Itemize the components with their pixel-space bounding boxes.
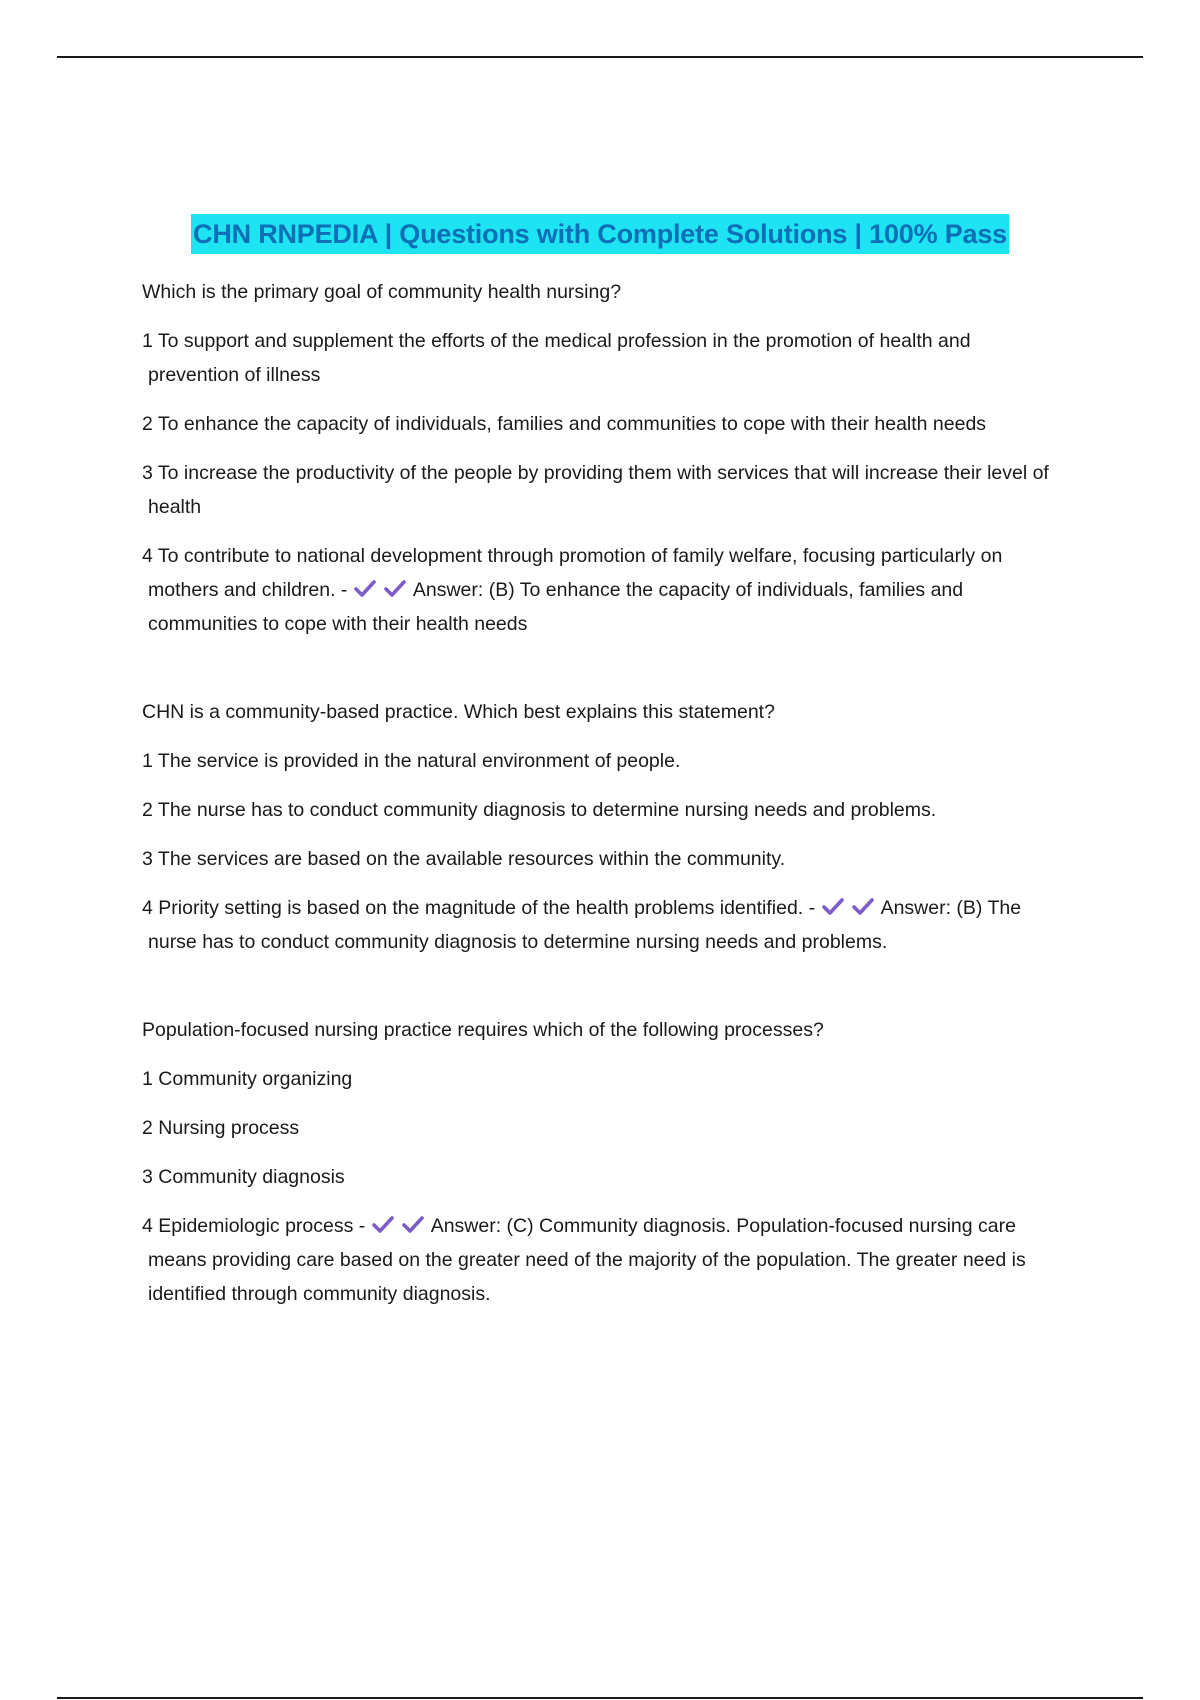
question-block	[142, 1013, 1062, 1311]
question-block	[142, 275, 1062, 641]
option-text: 4 Priority setting is based on the magnitude of the health problems identified. -	[142, 897, 821, 919]
answer-text: Answer: (C) Community diagnosis. Population-focused nursing care means providing care based on the greater need of the majority of the population. The greater need is identified through community diagnosis.	[148, 1215, 1026, 1305]
option-item-with-answer	[142, 891, 1062, 959]
option-item: 1 To support and supplement the efforts of the medical profession in the promotion of health and prevention of illness	[142, 330, 971, 386]
option-item: 2 The nurse has to conduct community diagnosis to determine nursing needs and problems.	[142, 799, 937, 821]
check-icon	[851, 897, 875, 917]
question-text: CHN is a community-based practice. Which best explains this statement?	[142, 701, 775, 723]
header-rule	[57, 56, 1143, 58]
document-body	[142, 275, 1062, 1365]
option-item-with-answer	[142, 1209, 1062, 1311]
option-text: 4 To contribute to national development through promotion of family welfare, focusing particularly on mothers and children. -	[142, 545, 1003, 601]
option-item: 1 Community organizing	[142, 1068, 353, 1090]
check-icon	[383, 579, 407, 599]
option-item: 3 To increase the productivity of the people by providing them with services that will increase their level of health	[142, 462, 1049, 518]
question-block	[142, 695, 1062, 959]
question-text: Which is the primary goal of community health nursing?	[142, 281, 622, 303]
footer-rule	[57, 1697, 1143, 1699]
option-item: 2 Nursing process	[142, 1117, 300, 1139]
option-item-with-answer	[142, 539, 1062, 641]
check-icon	[371, 1215, 395, 1235]
option-item: 1 The service is provided in the natural environment of people.	[142, 750, 681, 772]
option-item: 3 Community diagnosis	[142, 1166, 345, 1188]
option-item: 3 The services are based on the available resources within the community.	[142, 848, 786, 870]
answer-text: Answer: (B) To enhance the capacity of individuals, families and communities to cope with their health needs	[148, 579, 964, 635]
answer-text: Answer: (B) The nurse has to conduct community diagnosis to determine nursing needs and problems.	[148, 897, 1022, 953]
check-icon	[821, 897, 845, 917]
option-text: 4 Epidemiologic process -	[142, 1215, 371, 1237]
option-item: 2 To enhance the capacity of individuals, families and communities to cope with their health needs	[142, 413, 987, 435]
document-title: CHN RNPEDIA | Questions with Complete Solutions | 100% Pass	[191, 214, 1009, 254]
check-icon	[401, 1215, 425, 1235]
title-wrap	[0, 214, 1200, 254]
question-text: Population-focused nursing practice requires which of the following processes?	[142, 1019, 824, 1041]
check-icon	[353, 579, 377, 599]
